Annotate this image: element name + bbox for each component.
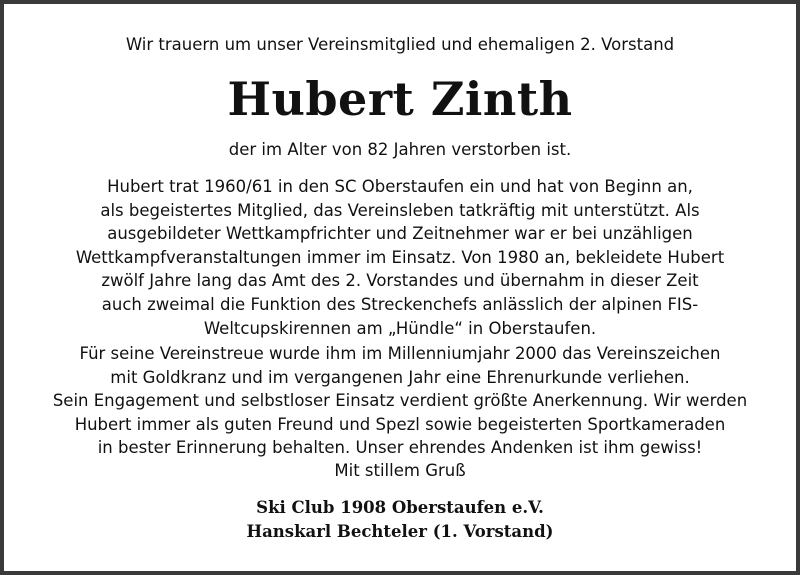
club-name: Ski Club 1908 Oberstaufen e.V. bbox=[256, 498, 544, 517]
text-line: Weltcupskirennen am „Hündle“ in Oberstaufen. bbox=[203, 318, 597, 338]
closing-greeting: Mit stillem Gruß bbox=[334, 461, 466, 480]
biography-paragraph bbox=[0, 175, 800, 340]
text-line: ausgebildeter Wettkampfrichter und Zeitnehmer war er bei unzähligen bbox=[107, 224, 693, 244]
text-line: Hubert trat 1960/61 in den SC Oberstaufen ein und hat von Beginn an, bbox=[107, 177, 693, 196]
intro-line: Wir trauern um unser Vereinsmitglied und ehemaligen 2. Vorstand bbox=[125, 35, 675, 54]
text-line: Wettkampfveranstaltungen immer im Einsatz. Von 1980 an, bekleidete Hubert bbox=[75, 247, 725, 267]
tribute-paragraph bbox=[0, 342, 800, 460]
text-line: Für seine Vereinstreue wurde ihm im Millenniumjahr 2000 das Vereinszeichen bbox=[79, 344, 721, 363]
text-line: Sein Engagement und selbstloser Einsatz verdient größte Anerkennung. Wir werden bbox=[52, 391, 748, 411]
text-line: in bester Erinnerung behalten. Unser ehrendes Andenken ist ihm gewiss! bbox=[97, 438, 703, 458]
text-line: auch zweimal die Funktion des Streckenchefs anlässlich der alpinen FIS- bbox=[101, 294, 699, 314]
text-line: als begeistertes Mitglied, das Vereinsleben tatkräftig mit unterstützt. Als bbox=[100, 200, 700, 220]
text-line: mit Goldkranz und im vergangenen Jahr eine Ehrenurkunde verliehen. bbox=[110, 367, 690, 387]
text-line: zwölf Jahre lang das Amt des 2. Vorstandes und übernahm in dieser Zeit bbox=[101, 271, 699, 291]
age-line: der im Alter von 82 Jahren verstorben ist. bbox=[228, 140, 572, 159]
text-line: Hubert immer als guten Freund und Spezl sowie begeisterten Sportkameraden bbox=[74, 414, 726, 434]
chairman-name: Hanskarl Bechteler (1. Vorstand) bbox=[246, 522, 554, 541]
deceased-name: Hubert Zinth bbox=[227, 72, 573, 126]
signature-block bbox=[0, 496, 800, 544]
